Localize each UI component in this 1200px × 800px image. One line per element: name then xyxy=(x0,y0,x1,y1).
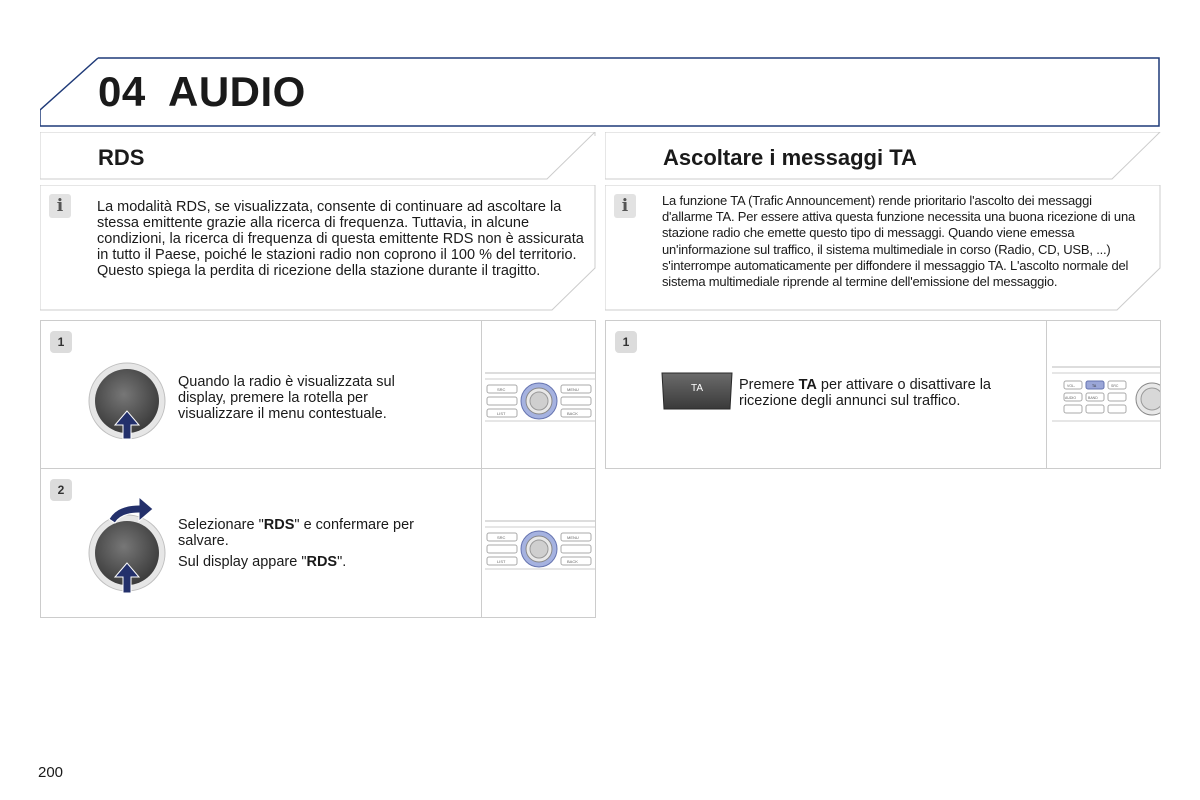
chapter-header xyxy=(40,57,1160,127)
console-band-label: BAND xyxy=(1088,396,1098,400)
step-number-badge: 2 xyxy=(50,479,72,501)
rotary-knob-icon xyxy=(87,361,167,441)
step-2-rds-text: Selezionare "RDS" e confermare per salvare. Sul display appare "RDS". xyxy=(178,517,414,570)
section-header-rds xyxy=(40,132,596,180)
step-1-rds-text: Quando la radio è visualizzata sul display, premere la rotella per visualizzare il menu contestuale. xyxy=(178,374,395,422)
console-src-label: SRC xyxy=(497,535,506,540)
info-text-rds: La modalità RDS, se visualizzata, consente di continuare ad ascoltare la stessa emittente grazie alla ricerca di frequenza. Tuttavia, in alcune condizioni, la ricerca di frequenza di questa emittente RDS non è assicurata in tutto il Paese, poiché le stazioni radio non coprono il 100 % del territorio. Questo spiega la perdita di ricezione della stazione durante il tragitto. xyxy=(97,199,584,279)
step-number-badge: 1 xyxy=(615,331,637,353)
info-box-rds xyxy=(40,185,596,311)
console-menu-label: MENU xyxy=(567,387,579,392)
console-list-label: LIST xyxy=(497,411,506,416)
ta-button-label: TA xyxy=(690,383,704,394)
console-ta-label: TA xyxy=(1092,384,1097,388)
radio-console-icon xyxy=(485,513,595,579)
chapter-number: 04 xyxy=(98,68,146,115)
info-icon: i xyxy=(614,194,636,218)
step-1-ta xyxy=(605,320,1161,469)
info-box-ta xyxy=(605,185,1161,311)
console-back-label: BACK xyxy=(567,411,578,416)
step-1-ta-text: Premere TA per attivare o disattivare la ricezione degli annunci sul traffico. xyxy=(739,377,991,409)
console-src-label: SRC xyxy=(1111,384,1119,388)
console-back-label: BACK xyxy=(567,559,578,564)
page-number: 200 xyxy=(38,764,64,781)
console-src-label: SRC xyxy=(497,387,506,392)
section-title-rds: RDS xyxy=(98,145,145,170)
info-text-ta: La funzione TA (Trafic Announcement) rende prioritario l'ascolto dei messaggi d'allarme TA. Per essere attiva questa funzione necessita una buona ricezione di una stazione radio che emette questo tipo di messaggi. Quando viene emessa un'informazione sul traffico, il sistema multimediale in corso (Radio, CD, USB, ...) s'interrompe automaticamente per diffondere il messaggio TA. L'ascolto normale del sistema multimediale riprende al termine dell'emissione del messaggio. xyxy=(662,193,1135,290)
rotate-knob-icon xyxy=(87,489,169,595)
console-menu-label: MENU xyxy=(567,535,579,540)
section-title-ta: Ascoltare i messaggi TA xyxy=(663,145,917,170)
chapter-title: AUDIO xyxy=(168,68,306,115)
ta-button-icon xyxy=(660,371,734,411)
radio-console-ta-icon xyxy=(1052,361,1160,427)
section-header-ta xyxy=(605,132,1161,180)
console-vol-label: VOL- xyxy=(1067,384,1076,388)
step-number-badge: 1 xyxy=(50,331,72,353)
info-icon: i xyxy=(49,194,71,218)
console-list-label: LIST xyxy=(497,559,506,564)
step-2-rds xyxy=(40,468,596,618)
step-1-rds xyxy=(40,320,596,469)
console-audio-label: AUDIO xyxy=(1065,396,1077,400)
radio-console-icon xyxy=(485,365,595,431)
